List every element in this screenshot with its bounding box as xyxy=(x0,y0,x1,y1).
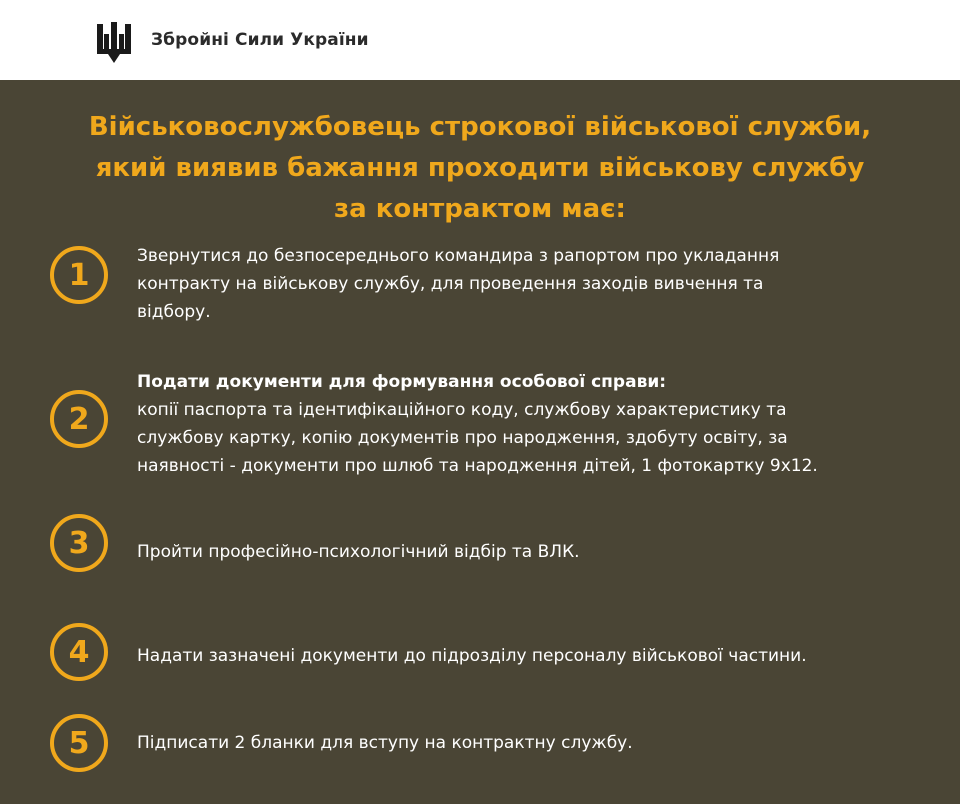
step-4-text xyxy=(137,642,927,670)
step-4-number: 4 xyxy=(50,623,108,681)
step-2-line-3: наявності - документи про шлюб та народження дітей, 1 фотокартку 9х12. xyxy=(137,456,818,476)
tryzub-icon xyxy=(94,22,134,64)
org-name: Збройні Сили України xyxy=(151,30,369,50)
step-4-line-1: Надати зазначені документи до підрозділу персоналу військової частини. xyxy=(137,646,807,666)
step-1-line-3: відбору. xyxy=(137,302,211,322)
step-2-line-2: службову картку, копію документів про народження, здобуту освіту, за xyxy=(137,428,788,448)
step-3-line-1: Пройти професійно-психологічний відбір та ВЛК. xyxy=(137,542,580,562)
step-5-line-1: Підписати 2 бланки для вступу на контрактну службу. xyxy=(137,733,633,753)
step-5-number: 5 xyxy=(50,714,108,772)
step-1-line-1: Звернутися до безпосереднього командира з рапортом про укладання xyxy=(137,246,780,266)
step-2-heading: Подати документи для формування особової справи: xyxy=(137,372,667,392)
step-1-line-2: контракту на військову службу, для проведення заходів вивчення та xyxy=(137,274,764,294)
step-5-text xyxy=(137,729,927,757)
main-content xyxy=(0,80,960,804)
title-line-2: який виявив бажання проходити військову службу xyxy=(95,153,865,183)
step-2-text xyxy=(137,368,927,480)
page-title xyxy=(40,107,920,230)
step-2-number: 2 xyxy=(50,390,108,448)
step-1-number: 1 xyxy=(50,246,108,304)
header xyxy=(0,0,960,80)
title-line-3: за контрактом має: xyxy=(334,194,626,224)
step-2-line-1: копії паспорта та ідентифікаційного коду, службову характеристику та xyxy=(137,400,787,420)
title-line-1: Військовослужбовець строкової військової служби, xyxy=(88,112,872,142)
step-3-text xyxy=(137,538,927,566)
step-3-number: 3 xyxy=(50,514,108,572)
step-1-text xyxy=(137,242,927,326)
